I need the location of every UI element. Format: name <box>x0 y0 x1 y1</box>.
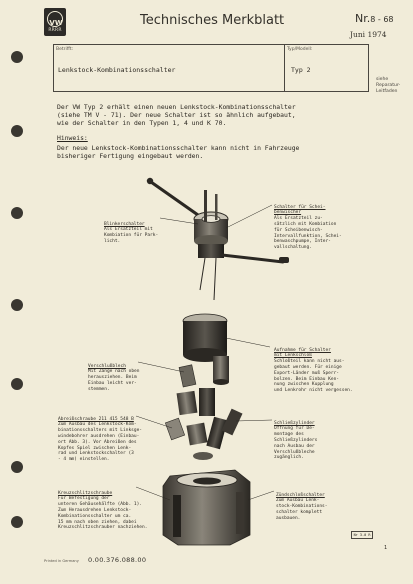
punch-hole <box>11 125 23 137</box>
printed-note: Printed in Germany <box>44 559 79 563</box>
callout-lock-cylinder: Schließzylinder Öffnung für De- montage des Schließzylinders nach Ausbau der Verschlußbleche zugänglich. <box>274 420 318 461</box>
punch-hole <box>11 51 23 63</box>
subject-label: Betrifft: <box>56 47 74 52</box>
model-value: Typ 2 <box>291 66 311 74</box>
lower-housing <box>163 470 250 545</box>
punch-hole <box>11 461 23 473</box>
intro-paragraph: Der VW Typ 2 erhält einen neuen Lenkstock-Kombinationsschalter (siehe TM V - 71). Der neue Schalter ist so ähnlich aufgebaut, wie der Schalter in den Typen 1, 4 und K 70. <box>57 103 296 128</box>
table-divider <box>284 44 285 92</box>
callout-lock-plate: Verschlußblech Mit Zange nach oben herausziehen. Beim Einbau leicht ver- stemmen. <box>88 363 140 392</box>
callout-turn-signal-switch: Blinkerschalter Als Ersatzteil mit Kombiation für Park- licht. <box>104 221 159 244</box>
upper-switch-assembly <box>194 190 228 247</box>
model-label: Typ/Modell: <box>287 47 313 52</box>
subject-value: Lenkstock-Kombinationsschalter <box>58 66 176 74</box>
punch-hole <box>11 299 23 311</box>
callout-ignition-switch: Zündschloßschalter Zum Ausbau Lenk- stock-Kombinations- schalter komplett ausbauen. <box>276 492 328 521</box>
punch-hole <box>11 378 23 390</box>
document-code: 0.00.376.088.00 <box>88 556 147 564</box>
callout-lock-housing: Aufnahme für Schalter mit Lenkschloß Schloßteil kann nicht aus- gebaut werden. Für einige Export-Länder muß Sperr- bolzen. Beim Einbau Ken- nung zwischen Kupplung und Lenkrohr nicht vergessen. <box>274 347 353 394</box>
callout-wiper-switch: Schalter für Schei- benwischer Als Ersatzteil zu- sätzlich mit Kombiation für Scheibenwisch- Intervallfunktion, Schei- benwaschpumpe, Inter- vallschaltung. <box>274 204 342 251</box>
vw-logo: VW RRRR <box>44 8 66 36</box>
punch-hole <box>11 207 23 219</box>
callout-shear-screw: Abreißschraube 211 415 548 B Zum Ausbau des Lenkstock-Kom- binationsschalters mit Linksge- windebohrer ausdrehen (Einbau- ort Abb. 3). Vor Abreißen des Kopfes Spiel zwischen Lenk- rad und Lenkstockschalter (3 - 4 mm) einstellen. <box>58 416 142 463</box>
margin-note: siehe Reparatur- Leitfaden <box>376 77 401 94</box>
lower-switch-parts <box>165 388 242 460</box>
figure-code: Nr 3.0 R <box>351 531 373 539</box>
bulletin-number: Nr.8 - 68 <box>355 12 394 25</box>
lock-plate <box>179 365 196 387</box>
hint-text: Der neue Lenkstock-Kombinationsschalter kann nicht in Fahrzeuge bisheriger Fertigung eingebaut werden. <box>57 144 300 161</box>
callout-cross-head-screw: Kreuzschlitzschraube Für Befestigung der unteren Gehäusehälfte (Abb. 1). Zum Herausdrehen Lenkstock- Kombinationsschalter um ca. 15 mm nach oben ziehen, dabei Kreuzschlitzschrauber nachziehen. <box>58 490 148 531</box>
page-number: 1 <box>384 545 388 551</box>
hint-title: Hinweis: <box>57 134 88 142</box>
logo-label: RRRR <box>48 28 62 33</box>
switch-lock-housing <box>183 314 229 385</box>
document-title: Technisches Merkblatt <box>140 13 285 28</box>
punch-hole <box>11 516 23 528</box>
bulletin-date: Juni 1974 <box>350 30 387 39</box>
